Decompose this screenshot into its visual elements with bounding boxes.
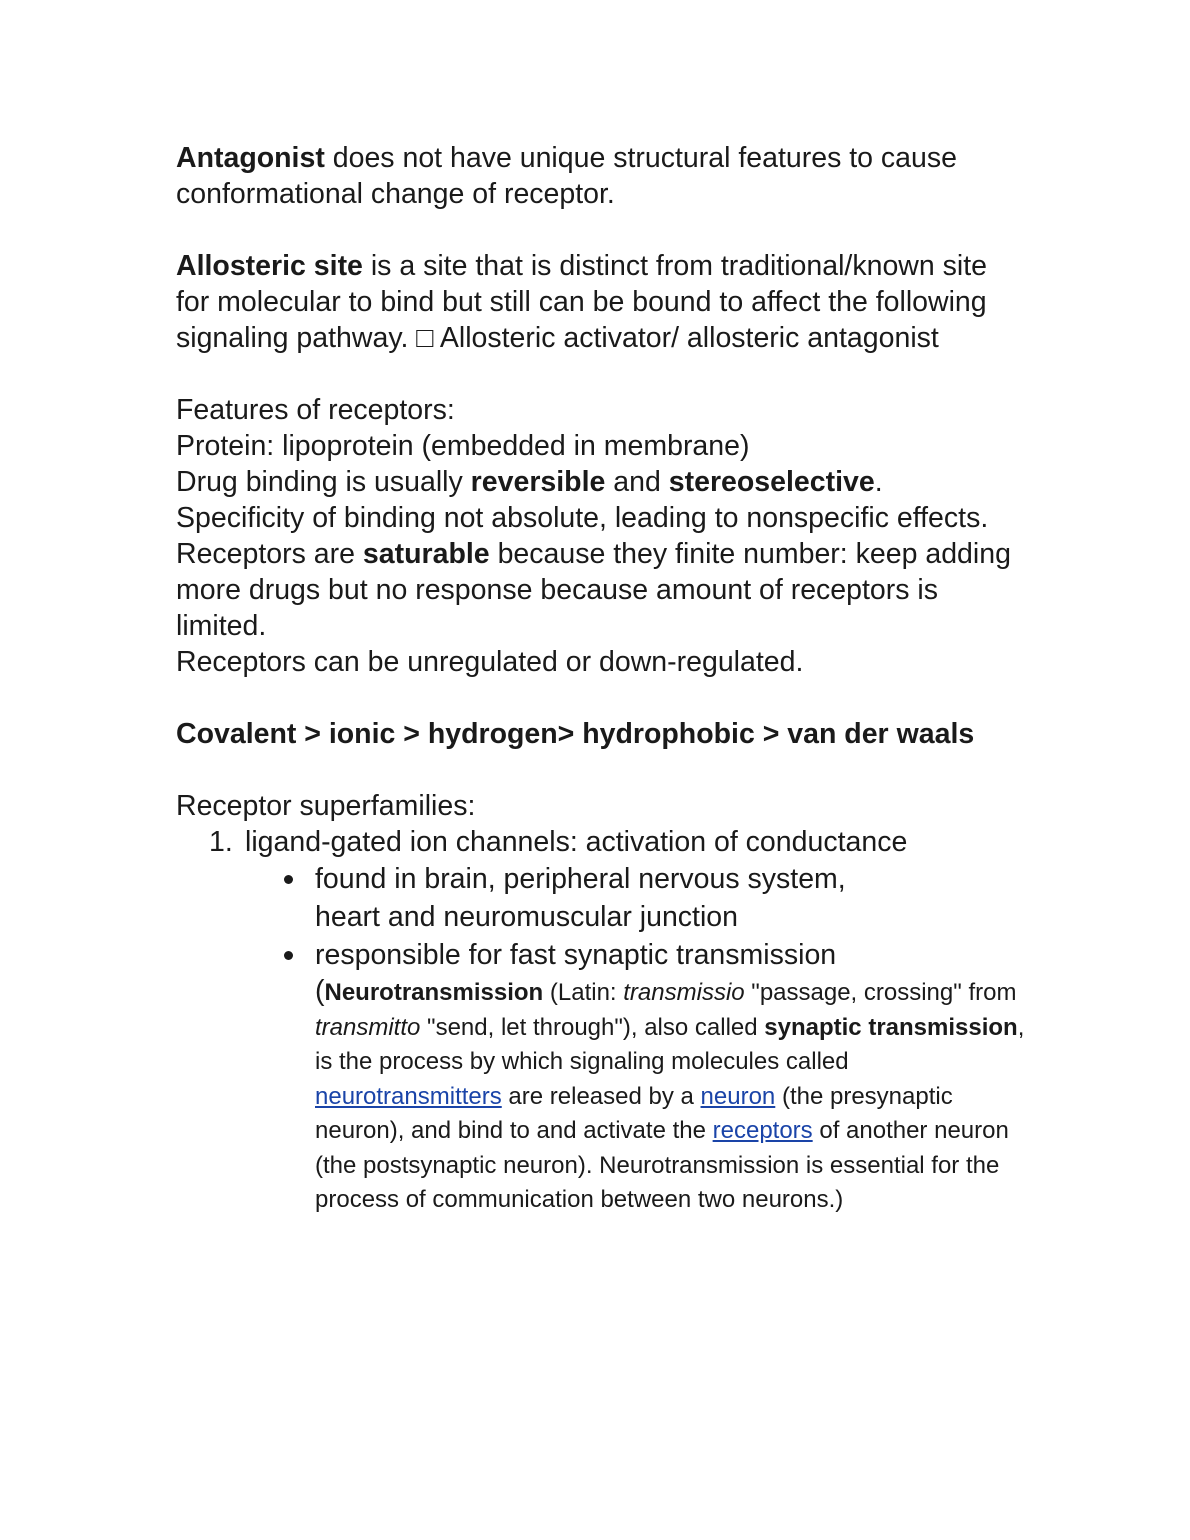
bullet-item	[176, 936, 1035, 1218]
saturable-pre: Receptors are	[176, 538, 363, 570]
bullet-text: responsible for fast synaptic transmission	[315, 939, 837, 971]
binding-period: .	[874, 466, 883, 498]
allosteric-definition: is a site that is distinct from traditional/known site for molecular to bind but still can be bound to affect the following signaling pathway. □ Allosteric activator/ allosteric antagonist	[176, 250, 987, 354]
antagonist-definition: does not have unique structural features to cause conformational change of receptor.	[176, 142, 957, 210]
latin-word: transmissio	[623, 979, 745, 1006]
antagonist-term: Antagonist	[176, 142, 325, 174]
neurotransmitters-link[interactable]: neurotransmitters	[315, 1082, 502, 1110]
features-saturable	[176, 536, 1026, 644]
superfamilies-title: Receptor superfamilies:	[176, 790, 476, 822]
reversible-term: reversible	[470, 466, 606, 498]
quote-text: are released by a	[501, 1082, 701, 1110]
features-protein: Protein: lipoprotein (embedded in membrane)	[176, 430, 750, 462]
saturable-term: saturable	[362, 538, 490, 570]
features-regulation: Receptors can be unregulated or down-regulated.	[176, 646, 804, 678]
synaptic-transmission-term: synaptic transmission	[764, 1013, 1018, 1041]
saturable-post: because they finite number: keep adding more drugs but no response because amount of receptors is limited.	[176, 538, 1011, 642]
binding-text: Drug binding is usually	[176, 466, 471, 498]
bond-strength-heading: Covalent > ionic > hydrogen> hydrophobic > van der waals	[176, 718, 975, 750]
quote-text: (Latin:	[543, 979, 624, 1006]
quote-text: "passage, crossing" from	[744, 979, 1017, 1006]
antagonist-paragraph	[176, 140, 1026, 212]
latin-word: transmitto	[315, 1013, 421, 1041]
bullet-text: found in brain, peripheral nervous system, heart and neuromuscular junction	[315, 863, 846, 933]
features-binding	[176, 464, 1026, 500]
list-item	[176, 824, 1026, 860]
quote-text: (the presynaptic neuron), and bind to and activate the	[315, 1082, 953, 1144]
features-specificity: Specificity of binding not absolute, leading to nonspecific effects.	[176, 502, 989, 534]
bullet-icon	[284, 951, 293, 960]
neuron-link[interactable]: neuron	[700, 1082, 776, 1110]
list-item-text: ligand-gated ion channels: activation of conductance	[245, 826, 908, 858]
open-paren: (	[315, 975, 325, 1007]
allosteric-paragraph	[176, 248, 1026, 356]
binding-and: and	[605, 466, 669, 498]
stereoselective-term: stereoselective	[668, 466, 875, 498]
bullet-item	[176, 860, 875, 936]
list-number: 1.	[209, 826, 233, 858]
bullet-icon	[284, 875, 293, 884]
quote-text: , is the process by which signaling molecules called	[315, 1013, 1025, 1075]
allosteric-term: Allosteric site	[176, 250, 363, 282]
receptors-link[interactable]: receptors	[712, 1117, 813, 1144]
features-title: Features of receptors:	[176, 394, 455, 426]
document-body	[176, 140, 1026, 1218]
neurotransmission-term: Neurotransmission	[324, 979, 544, 1006]
neurotransmission-quote	[315, 974, 1035, 1218]
quote-text: "send, let through"), also called	[420, 1013, 765, 1041]
quote-text: of another neuron (the postsynaptic neuron). Neurotransmission is essential for the process of communication between two neurons.)	[315, 1117, 1009, 1213]
